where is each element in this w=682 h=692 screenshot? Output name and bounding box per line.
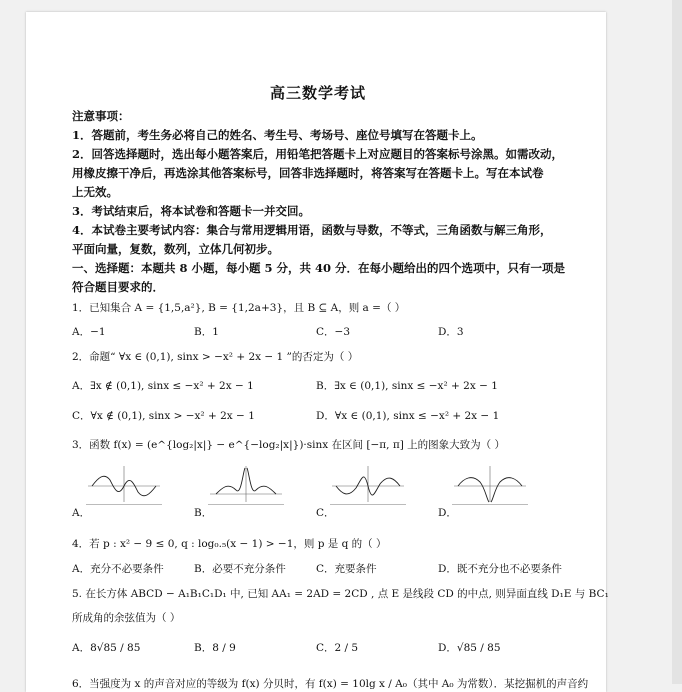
q4-stem: 4．若 p : x² − 9 ≤ 0, q : log₀.₅(x − 1) > −1，则 p 是 q 的（ ）: [72, 538, 387, 550]
q4-option-c: C．充要条件: [316, 563, 377, 575]
note-line-5: 3．考试结束后，将本试卷和答题卡一并交回。: [72, 204, 310, 218]
q5-option-c: C．2 / 5: [316, 642, 359, 654]
q4-option-d: D．既不充分也不必要条件: [438, 563, 562, 575]
q5-stem-line2: 所成角的余弦值为（ ）: [72, 612, 181, 624]
note-line-6: 4．本试卷主要考试内容：集合与常用逻辑用语，函数与导数，不等式，三角函数与解三角形，: [72, 223, 552, 237]
note-line-1: 1．答题前，考生务必将自己的姓名、考生号、考场号、座位号填写在答题卡上。: [72, 128, 483, 142]
note-line-7: 平面向量，复数，数列，立体几何初步。: [72, 242, 279, 256]
notes-heading: 注意事项：: [72, 109, 130, 123]
q3-option-c: C．: [316, 507, 335, 519]
q3-graph-a: [86, 464, 162, 505]
q5-option-d: D．√85 / 85: [438, 642, 501, 654]
q3-graph-b: [208, 464, 284, 505]
q3-graph-d: [452, 464, 528, 505]
q1-stem: 1．已知集合 A = {1,5,a²}, B = {1,2a+3}，且 B ⊆ A，则 a =（ ）: [72, 302, 406, 314]
q6-stem-partial: 6．当强度为 x 的声音对应的等级为 f(x) 分贝时，有 f(x) = 10lg x / A₀（其中 A₀ 为常数）．某挖掘机的声音约: [72, 678, 589, 690]
q1-option-c: C．−3: [316, 326, 351, 338]
document-page: [26, 12, 609, 692]
q5-option-a: A．8√85 / 85: [72, 642, 141, 654]
q1-option-b: B．1: [194, 326, 219, 338]
q2-option-a: A．∃x ∉ (0,1), sinx ≤ −x² + 2x − 1: [72, 380, 254, 392]
q4-option-b: B．必要不充分条件: [194, 563, 286, 575]
q2-option-b: B．∃x ∈ (0,1), sinx ≤ −x² + 2x − 1: [316, 380, 498, 392]
q1-option-a: A．−1: [72, 326, 106, 338]
q2-option-c: C．∀x ∉ (0,1), sinx > −x² + 2x − 1: [72, 410, 255, 422]
note-line-3: 用橡皮擦干净后，再选涂其他答案标号，回答非选择题时，将答案写在答题卡上。写在本试卷: [72, 166, 544, 180]
note-line-4: 上无效。: [72, 185, 118, 199]
q5-stem: 5. 在长方体 ABCD − A₁B₁C₁D₁ 中, 已知 AA₁ = 2AD = 2CD , 点 E 是线段 CD 的中点, 则异面直线 D₁E 与 BC₁: [72, 588, 609, 600]
q3-option-d: D．: [438, 507, 457, 519]
vertical-scrollbar[interactable]: [672, 0, 682, 684]
q5-option-b: B．8 / 9: [194, 642, 236, 654]
note-line-2: 2．回答选择题时，选出每小题答案后，用铅笔把答题卡上对应题目的答案标号涂黑。如需改动，: [72, 147, 563, 161]
exam-title: 高三数学考试: [270, 84, 367, 102]
q2-option-d: D．∀x ∈ (0,1), sinx ≤ −x² + 2x − 1: [316, 410, 500, 422]
q2-stem: 2．命题“ ∀x ∈ (0,1), sinx > −x² + 2x − 1 ”的否定为（ ）: [72, 351, 359, 363]
q3-option-b: B．: [194, 507, 213, 519]
q4-option-a: A．充分不必要条件: [72, 563, 164, 575]
q1-option-d: D．3: [438, 326, 464, 338]
q3-graph-c: [330, 464, 406, 505]
q3-option-a: A．: [72, 507, 91, 519]
section-heading-line1: 一、选择题：本题共 8 小题，每小题 5 分，共 40 分．在每小题给出的四个选项中，只有一项是: [72, 261, 566, 275]
section-heading-line2: 符合题目要求的．: [72, 280, 164, 294]
q3-stem: 3．函数 f(x) = (e^{log₂|x|} − e^{−log₂|x|})·sinx 在区间 [−π, π] 上的图象大致为（ ）: [72, 439, 506, 451]
